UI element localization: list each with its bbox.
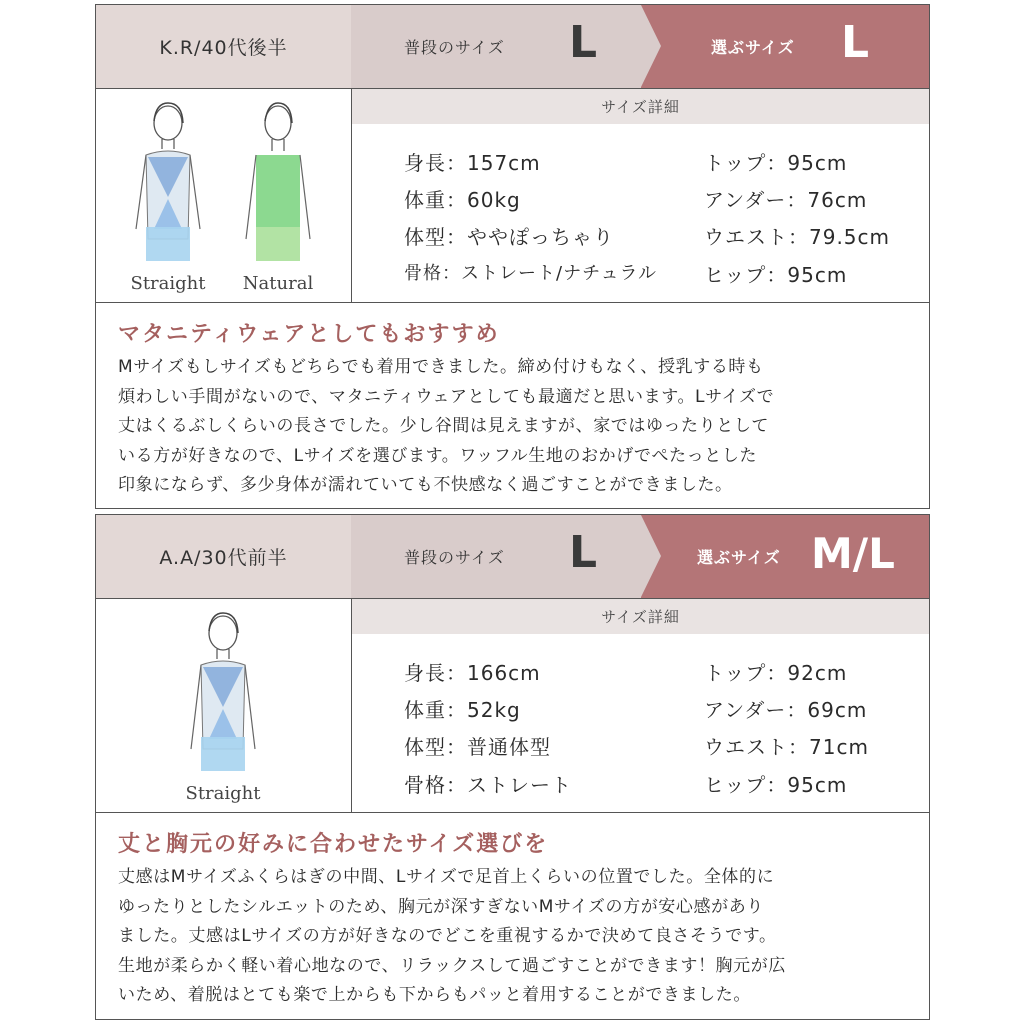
review-line: 印象にならず、多少身体が濡れていても不快感なく過ごすことができました。 <box>118 475 733 495</box>
review-line: ゆったりとしたシルエットのため、胸元が深すぎないMサイズの方が安心感があり <box>118 896 764 917</box>
review-line: いる方が好きなので、Lサイズを選びます。ワッフル生地のおかげでぺたっとした <box>118 445 758 466</box>
usual-size-label: 普段のサイズ <box>404 38 505 57</box>
review-line: 煩わしい手間がないので、マタニティウェアとしても最適だと思います。Lサイズで <box>118 386 775 407</box>
stat-height: 身長：166cm <box>404 661 541 685</box>
natural-figure-icon <box>246 103 310 261</box>
usual-size-value: L <box>569 17 598 68</box>
reviewer-name: K.R/40代後半 <box>96 5 352 88</box>
review-line: 丈はくるぶしくらいの長さでした。少し谷間は見えますが、家ではゆったりとして <box>118 416 770 436</box>
stat-frame: 骨格：ストレート/ナチュラル <box>404 263 657 284</box>
stat-top: トップ：92cm <box>704 661 848 685</box>
chosen-size-box <box>641 5 929 88</box>
size-detail-title: サイズ詳細 <box>352 89 929 124</box>
usual-size-box <box>351 515 641 598</box>
review-line: ました。丈感はLサイズの方が好きなのでどこを重視するかで決めて良さそうです。 <box>118 926 777 946</box>
review-card-2 <box>95 514 930 1020</box>
chosen-size-label: 選ぶサイズ <box>697 548 781 567</box>
figure-label: Straight <box>185 783 261 804</box>
body-type-illustration <box>96 599 351 812</box>
stat-under: アンダー：76cm <box>704 188 868 212</box>
stat-weight: 体重：60kg <box>404 188 521 212</box>
reviewer-name: A.A/30代前半 <box>96 515 352 598</box>
review-card-1 <box>95 4 930 509</box>
review-title: 丈と胸元の好みに合わせたサイズ選びを <box>118 832 549 857</box>
arrow-chevron-icon <box>641 515 661 597</box>
review-comment <box>96 813 929 1019</box>
size-header <box>96 5 929 88</box>
size-header <box>96 515 929 598</box>
review-body <box>118 353 918 501</box>
stat-top: トップ：95cm <box>704 151 848 175</box>
figure-label: Natural <box>242 273 314 294</box>
chosen-size-box <box>641 515 929 598</box>
usual-size-value: L <box>569 527 598 578</box>
stat-hip: ヒップ：95cm <box>704 773 848 797</box>
review-comment <box>96 303 929 508</box>
stat-frame: 骨格：ストレート <box>404 773 572 797</box>
figure-label: Straight <box>130 273 206 294</box>
straight-figure-icon <box>136 103 200 261</box>
chosen-size-label: 選ぶサイズ <box>711 38 795 57</box>
chosen-size-value: L <box>841 17 870 68</box>
review-body <box>118 863 918 1011</box>
size-detail-panel <box>352 89 929 302</box>
body-type-illustration <box>96 89 351 302</box>
stat-height: 身長：157cm <box>404 151 541 175</box>
size-detail-title: サイズ詳細 <box>352 599 929 634</box>
stat-body-type: 体型：普通体型 <box>404 735 551 759</box>
usual-size-label: 普段のサイズ <box>404 548 505 567</box>
stat-weight: 体重：52kg <box>404 698 521 722</box>
stat-waist: ウエスト：79.5cm <box>704 225 891 249</box>
stat-waist: ウエスト：71cm <box>704 735 869 759</box>
review-title: マタニティウェアとしてもおすすめ <box>118 322 500 347</box>
chosen-size-value: M/L <box>811 529 895 578</box>
review-line: 丈感はMサイズふくらはぎの中間、Lサイズで足首上くらいの位置でした。全体的に <box>118 867 775 887</box>
review-line: いため、着脱はとても楽で上からも下からもパッと着用することができました。 <box>118 985 751 1005</box>
stat-hip: ヒップ：95cm <box>704 263 848 287</box>
size-detail-panel <box>352 599 929 812</box>
usual-size-box <box>351 5 641 88</box>
straight-figure-icon <box>191 613 255 771</box>
stat-body-type: 体型：ややぽっちゃり <box>404 225 614 249</box>
review-line: 生地が柔らかく軽い着心地なので、リラックスして過ごすことができます！胸元が広 <box>118 955 786 976</box>
arrow-chevron-icon <box>641 5 661 87</box>
review-line: Mサイズもしサイズもどちらでも着用できました。締め付けもなく、授乳する時も <box>118 357 764 377</box>
stat-under: アンダー：69cm <box>704 698 868 722</box>
